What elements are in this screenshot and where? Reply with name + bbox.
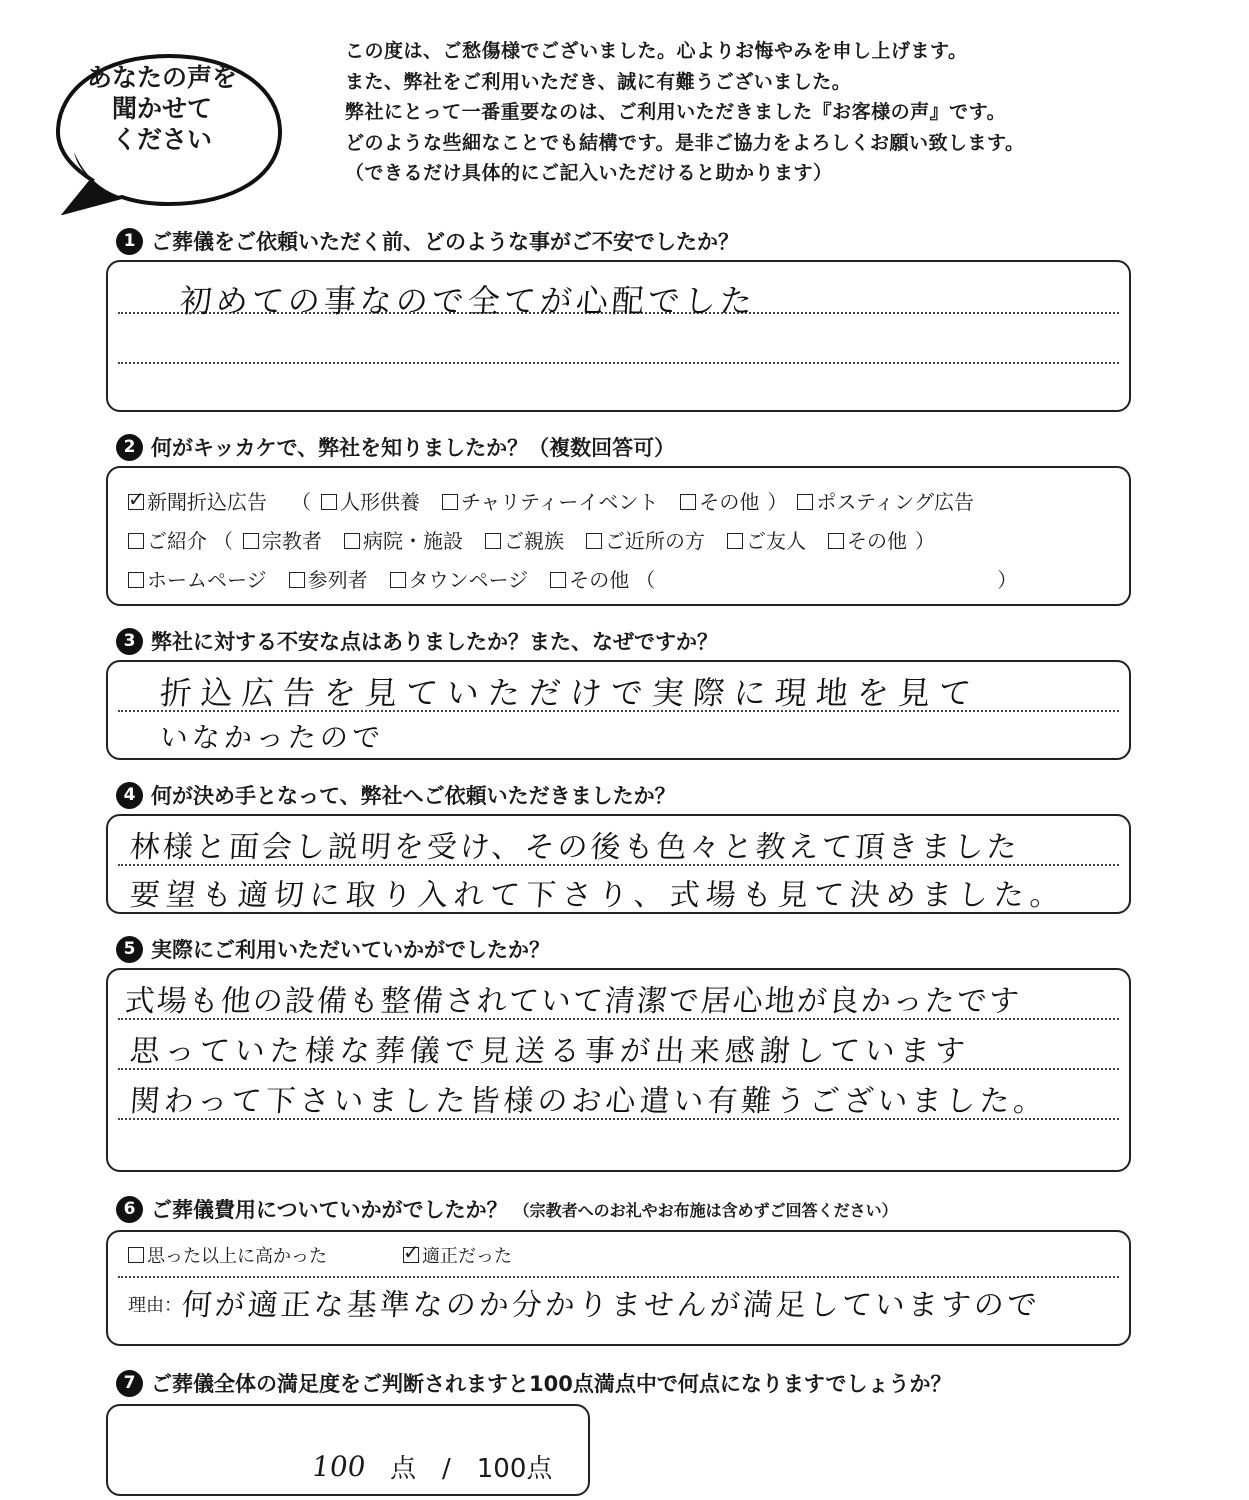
checkbox-icon[interactable] <box>344 533 360 549</box>
question-3-title <box>116 626 718 656</box>
handwritten-answer: いなかったので <box>158 721 386 754</box>
question-4-title <box>116 780 676 810</box>
option-hospital[interactable]: 病院・施設 <box>344 525 463 554</box>
question-note: （宗教者へのお礼やお布施は含めずご回答ください） <box>513 1200 898 1220</box>
handwritten-answer: 折込広告を見ていただけで実際に現地を見て <box>158 674 982 712</box>
dotted-rule <box>118 1276 1119 1278</box>
reason-label: 理由： <box>128 1295 182 1316</box>
checkbox-icon[interactable] <box>727 533 743 549</box>
number-7-icon: 7 <box>116 1370 143 1397</box>
checkbox-icon[interactable] <box>550 572 566 588</box>
number-5-icon: 5 <box>116 936 143 963</box>
checkbox-icon[interactable] <box>485 533 501 549</box>
bubble-line: 聞かせて <box>111 94 212 123</box>
handwritten-answer: 式場も他の設備も整備されていて清潔で居心地が良かったです <box>123 984 1022 1019</box>
option-clergy[interactable]: 宗教者 <box>243 525 322 554</box>
intro-line: どのような些細なことでも結構です。是非ご協力をよろしくお願い致します。 <box>345 131 1025 154</box>
intro-line: また、弊社をご利用いただき、誠に有難うございました。 <box>345 70 852 93</box>
bubble-heading <box>62 62 262 155</box>
score-suffix: 点 / 100点 <box>390 1454 553 1484</box>
cost-options <box>128 1242 534 1268</box>
checkbox-icon[interactable] <box>680 494 696 510</box>
option-other[interactable]: その他 <box>550 564 629 593</box>
checkbox-icon[interactable] <box>797 494 813 510</box>
checkbox-icon[interactable] <box>586 533 602 549</box>
question-text: 実際にご利用いただいていかがでしたか？ <box>151 938 550 962</box>
intro-line: （できるだけ具体的にご記入いただけると助かります） <box>345 162 833 184</box>
option-charity-event[interactable]: チャリティーイベント <box>442 486 658 515</box>
handwritten-score: 100 <box>309 1450 368 1483</box>
handwritten-answer: 初めての事なので全てが心配でした <box>178 282 758 320</box>
checkbox-icon[interactable] <box>128 572 144 588</box>
intro-line: 弊社にとって一番重要なのは、ご利用いただきました『お客様の声』です。 <box>345 101 1007 123</box>
bubble-line: ください <box>111 125 212 154</box>
handwritten-answer: 林様と面会し説明を受け、その後も色々と教えて頂きました <box>128 830 1021 865</box>
paren-open: （ <box>291 490 311 514</box>
question-5-title <box>116 934 550 964</box>
intro-message <box>345 36 1225 189</box>
handwritten-answer: 関わって下さいました皆様のお心遣い有難うございました。 <box>128 1084 1049 1119</box>
option-other[interactable]: その他 <box>828 525 907 554</box>
question-text: ご葬儀全体の満足度をご判断されますと100点満点中で何点になりますでしょうか？ <box>151 1372 952 1396</box>
option-town-page[interactable]: タウンページ <box>390 564 529 593</box>
question-6-title <box>116 1194 898 1224</box>
checked-box-icon[interactable] <box>403 1247 419 1263</box>
number-6-icon: 6 <box>116 1196 143 1223</box>
question-text: 弊社に対する不安な点はありましたか？また、なぜですか？ <box>151 630 718 654</box>
question-2-title <box>116 432 675 462</box>
option-more-expensive[interactable]: 思った以上に高かった <box>128 1242 327 1268</box>
paren-open: （ <box>635 568 656 592</box>
number-1-icon: 1 <box>116 228 143 255</box>
option-row-3 <box>128 564 1027 593</box>
option-newspaper-insert[interactable]: ✓新聞折込広告 <box>128 486 267 515</box>
number-2-icon: 2 <box>116 434 143 461</box>
handwritten-answer: 要望も適切に取り入れて下さり、式場も見て決めました。 <box>128 878 1067 913</box>
paren-close: ） <box>915 529 935 553</box>
paren-close: ） <box>767 490 788 514</box>
paren-open: （ <box>213 529 233 553</box>
option-neighbors[interactable]: ご近所の方 <box>586 525 705 554</box>
handwritten-answer: 思っていた様な葬儀で見送る事が出来感謝しています <box>128 1034 971 1069</box>
option-doll-memorial[interactable]: 人形供養 <box>321 486 420 515</box>
checkbox-icon[interactable] <box>442 494 458 510</box>
checkbox-icon[interactable] <box>390 572 406 588</box>
intro-line: この度は、ご愁傷様でございました。心よりお悔やみを申し上げます。 <box>345 40 968 62</box>
option-relatives[interactable]: ご親族 <box>485 525 564 554</box>
option-referral[interactable]: ご紹介 <box>128 525 207 554</box>
option-appropriate[interactable]: ✓ 適正だった <box>403 1242 512 1268</box>
option-friends[interactable]: ご友人 <box>727 525 806 554</box>
number-3-icon: 3 <box>116 628 143 655</box>
number-4-icon: 4 <box>116 782 143 809</box>
question-7-title <box>116 1368 951 1398</box>
bubble-line: あなたの声を <box>86 63 237 92</box>
option-homepage[interactable]: ホームページ <box>128 564 267 593</box>
checkbox-icon[interactable] <box>243 533 259 549</box>
question-text: 何がキッカケで、弊社を知りましたか？（複数回答可） <box>151 436 676 460</box>
option-posting-ad[interactable]: ポスティング広告 <box>797 486 974 515</box>
question-text: ご葬儀費用についていかがでしたか？ <box>151 1198 508 1222</box>
option-other[interactable]: その他 <box>680 486 759 515</box>
checkbox-icon[interactable] <box>289 572 305 588</box>
checkbox-icon[interactable] <box>321 494 337 510</box>
paren-close: ） <box>997 568 1018 592</box>
checkbox-icon[interactable] <box>828 533 844 549</box>
checkbox-icon[interactable] <box>128 533 144 549</box>
question-text: 何が決め手となって、弊社へご依頼いただきましたか？ <box>151 784 676 808</box>
dotted-rule <box>118 362 1119 364</box>
checkbox-icon[interactable] <box>128 1247 144 1263</box>
option-attendee[interactable]: 参列者 <box>289 564 368 593</box>
option-row-2 <box>128 525 945 554</box>
handwritten-reason: 何が適正な基準なのか分かりませんが満足していますので <box>180 1288 1041 1323</box>
checked-box-icon[interactable] <box>128 494 144 510</box>
question-text: ご葬儀をご依頼いただく前、どのような事がご不安でしたか？ <box>151 230 739 254</box>
option-row-1 <box>128 486 996 515</box>
question-1-title <box>116 226 739 256</box>
